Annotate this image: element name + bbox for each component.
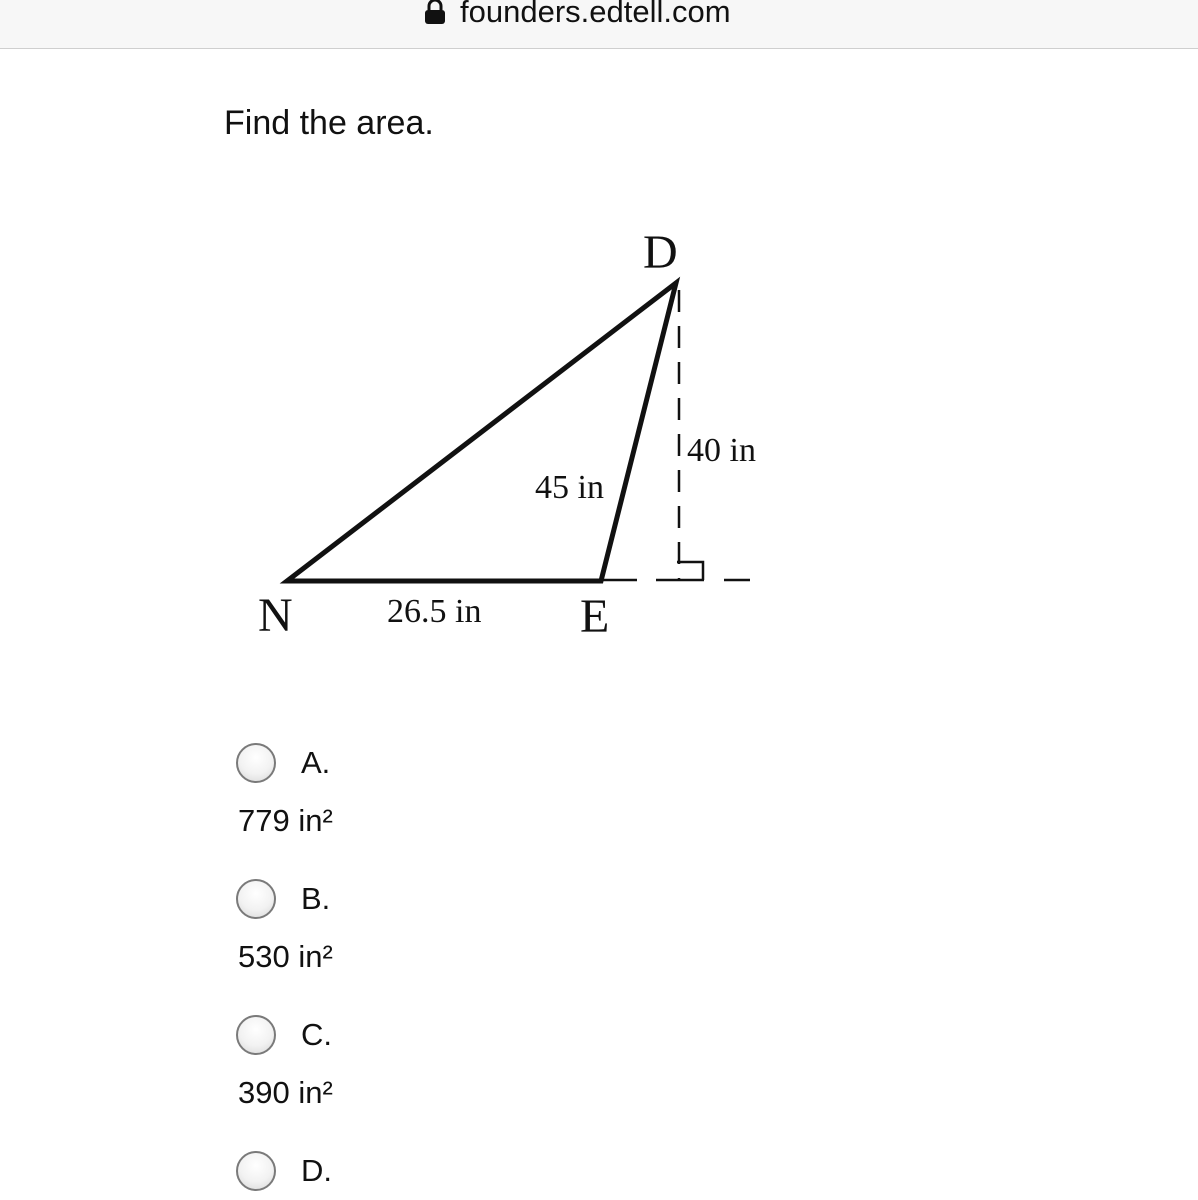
radio-button-b[interactable] [236, 879, 276, 919]
right-angle-marker [677, 562, 703, 580]
choice-a[interactable] [236, 738, 333, 841]
choice-value: 779 in² [238, 803, 333, 838]
choice-c[interactable] [236, 1010, 333, 1113]
height-label: 40 in [687, 432, 756, 469]
url-text: founders.edtell.com [460, 0, 731, 29]
choice-letter: D. [301, 1153, 332, 1188]
radio-button-d[interactable] [236, 1151, 276, 1191]
choice-value: 530 in² [238, 939, 333, 974]
vertex-label-n: N [258, 589, 293, 642]
question-prompt: Find the area. [224, 104, 434, 142]
choice-letter: B. [301, 881, 331, 916]
choice-letter: C. [301, 1017, 332, 1052]
radio-button-c[interactable] [236, 1015, 276, 1055]
choice-value: 390 in² [238, 1075, 333, 1110]
radio-button-a[interactable] [236, 743, 276, 783]
base-label: 26.5 in [387, 593, 482, 630]
choice-d[interactable] [236, 1146, 332, 1196]
vertex-label-e: E [580, 590, 610, 643]
side-label: 45 in [535, 469, 604, 506]
choice-b[interactable] [236, 874, 333, 977]
triangle-shape [287, 283, 676, 581]
vertex-label-d: D [643, 226, 678, 279]
choice-letter: A. [301, 745, 331, 780]
